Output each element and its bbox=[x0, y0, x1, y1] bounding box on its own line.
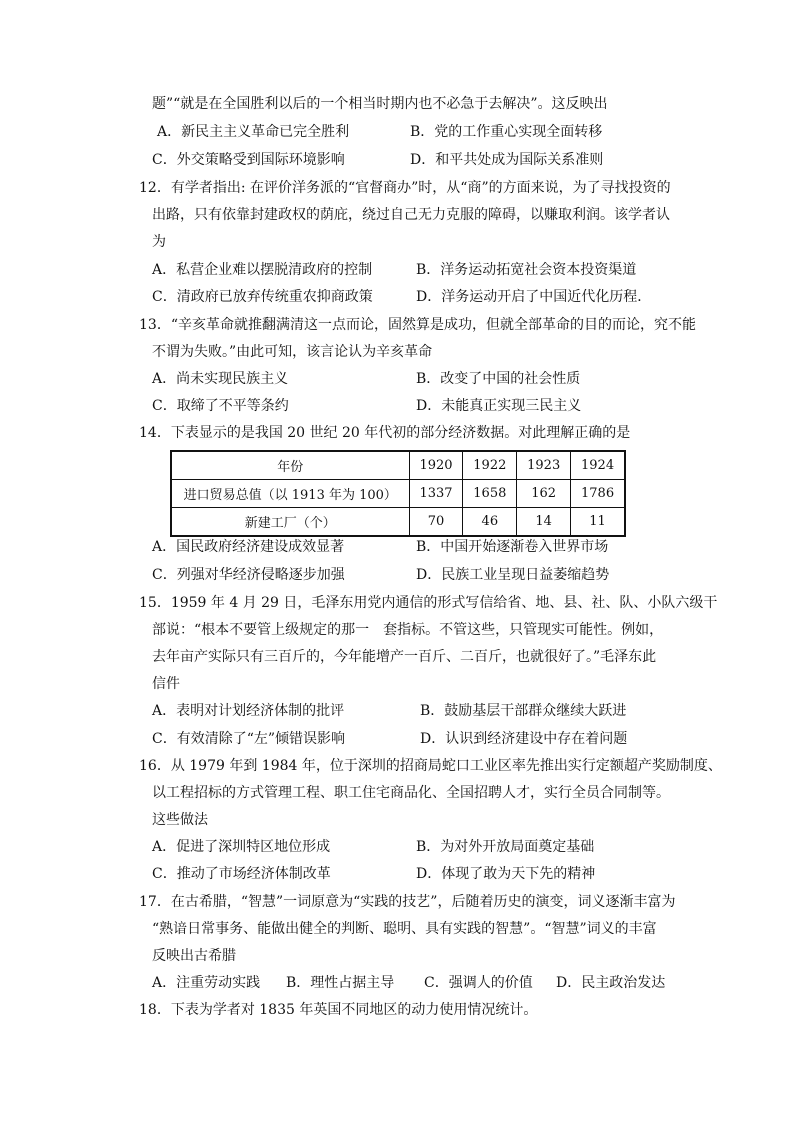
q16-option-c[interactable]: C．推动了市场经济体制改革 bbox=[152, 866, 331, 882]
q11-option-c[interactable]: C．外交策略受到国际环境影响 bbox=[152, 152, 345, 168]
q14-option-d[interactable]: D．民族工业呈现日益萎缩趋势 bbox=[416, 567, 610, 583]
table-header-cell: 1920 bbox=[409, 451, 463, 480]
q11-option-a[interactable]: A．新民主主义革命已完全胜利 bbox=[157, 124, 350, 140]
q15-option-c[interactable]: C．有效清除了“左”倾错误影响 bbox=[152, 731, 346, 747]
q17-option-b[interactable]: B．理性占据主导 bbox=[286, 975, 395, 991]
table-cell: 1658 bbox=[463, 480, 517, 508]
q11-option-b[interactable]: B．党的工作重心实现全面转移 bbox=[410, 124, 603, 140]
table-header-row bbox=[171, 451, 625, 480]
table-header-cell: 年份 bbox=[171, 451, 409, 480]
q12-stem-line2: 出路，只有依靠封建政权的荫庇，绕过自己无力克服的障碍，以赚取利润。该学者认 bbox=[152, 207, 670, 223]
q12-option-a[interactable]: A．私营企业难以摆脱清政府的控制 bbox=[152, 262, 373, 278]
q16-option-b[interactable]: B．为对外开放局面奠定基础 bbox=[416, 839, 595, 855]
q13-stem-line1: 13．“辛亥革命就推翻满清这一点而论，固然算是成功，但就全部革命的目的而论，究不能 bbox=[139, 317, 696, 333]
table-row bbox=[171, 508, 625, 537]
table-cell: 新建工厂（个） bbox=[171, 508, 409, 537]
q12-option-c[interactable]: C．清政府已放弃传统重农抑商政策 bbox=[152, 289, 373, 305]
q16-stem-line3: 这些做法 bbox=[152, 812, 208, 828]
q17-option-c[interactable]: C．强调人的价值 bbox=[424, 975, 533, 991]
q15-option-b[interactable]: B．鼓励基层干部群众继续大跃进 bbox=[420, 703, 627, 719]
table-cell: 1337 bbox=[409, 480, 463, 508]
q12-option-d[interactable]: D．洋务运动开启了中国近代化历程． bbox=[416, 289, 652, 305]
q14-option-a[interactable]: A．国民政府经济建设成效显著 bbox=[152, 539, 345, 555]
q15-option-a[interactable]: A．表明对计划经济体制的批评 bbox=[152, 703, 345, 719]
table-header-cell: 1923 bbox=[517, 451, 571, 480]
table-header-cell: 1924 bbox=[571, 451, 625, 480]
q17-stem-line1: 17．在古希腊，“智慧”一词原意为“实践的技艺”，后随着历史的演变，词义逐渐丰富为 bbox=[139, 894, 676, 910]
table-header-cell: 1922 bbox=[463, 451, 517, 480]
q16-option-d[interactable]: D．体现了敢为天下先的精神 bbox=[416, 866, 596, 882]
table-cell: 14 bbox=[517, 508, 571, 537]
q14-option-c[interactable]: C．列强对华经济侵略逐步加强 bbox=[152, 567, 345, 583]
table-cell: 162 bbox=[517, 480, 571, 508]
q15-stem-line4: 信件 bbox=[152, 676, 180, 692]
table-cell: 1786 bbox=[571, 480, 625, 508]
q13-option-b[interactable]: B．改变了中国的社会性质 bbox=[416, 371, 581, 387]
q15-option-d[interactable]: D．认识到经济建设中存在着问题 bbox=[420, 731, 628, 747]
q13-option-d[interactable]: D．未能真正实现三民主义 bbox=[416, 398, 582, 414]
q13-option-a[interactable]: A．尚未实现民族主义 bbox=[152, 371, 289, 387]
q15-stem-line3: 去年亩产实际只有三百斤的，今年能增产一百斤、二百斤，也就很好了。”毛泽东此 bbox=[152, 649, 657, 665]
q17-option-d[interactable]: D．民主政治发达 bbox=[556, 975, 666, 991]
table-cell: 70 bbox=[409, 508, 463, 537]
q12-option-b[interactable]: B．洋务运动拓宽社会资本投资渠道 bbox=[416, 262, 637, 278]
q13-option-c[interactable]: C．取缔了不平等条约 bbox=[152, 398, 289, 414]
q17-option-a[interactable]: A．注重劳动实践 bbox=[152, 975, 261, 991]
q12-stem-line1: 12．有学者指出: 在评价洋务派的“官督商办”时，从“商”的方面来说，为了寻找投资的 bbox=[139, 180, 671, 196]
q13-stem-line2: 不谓为失败。”由此可知，该言论认为辛亥革命 bbox=[152, 344, 433, 360]
q17-stem-line3: 反映出古希腊 bbox=[152, 948, 236, 964]
q15-stem-line1: 15．1959 年 4 月 29 日，毛泽东用党内通信的形式写信给省、地、县、社、队、小队六级干 bbox=[139, 595, 718, 611]
q12-stem-line3: 为 bbox=[152, 234, 166, 250]
q11-stem-continued: 题”“就是在全国胜利以后的一个相当时期内也不必急于去解决”。这反映出 bbox=[152, 96, 608, 112]
table-cell: 进口贸易总值（以 1913 年为 100） bbox=[171, 480, 409, 508]
q14-option-b[interactable]: B．中国开始逐渐卷入世界市场 bbox=[416, 539, 609, 555]
table-row bbox=[171, 480, 625, 508]
q16-stem-line2: 以工程招标的方式管理工程、职工住宅商品化、全国招聘人才，实行全员合同制等。 bbox=[152, 785, 670, 801]
q14-stem-line1: 14．下表显示的是我国 20 世纪 20 年代初的部分经济数据。对此理解正确的是 bbox=[139, 425, 631, 441]
economic-data-table bbox=[170, 450, 626, 537]
q17-stem-line2: “熟谙日常事务、能做出健全的判断、聪明、具有实践的智慧”。“智慧”词义的丰富 bbox=[152, 921, 657, 937]
q18-stem-line1: 18．下表为学者对 1835 年英国不同地区的动力使用情况统计。 bbox=[139, 1002, 538, 1018]
q16-option-a[interactable]: A．促进了深圳特区地位形成 bbox=[152, 839, 331, 855]
q15-stem-line2: 部说：“根本不要管上级规定的那一 套指标。不管这些，只管现实可能性。例如， bbox=[152, 622, 664, 638]
table-cell: 46 bbox=[463, 508, 517, 537]
q16-stem-line1: 16．从 1979 年到 1984 年，位于深圳的招商局蛇口工业区率先推出实行定额超产奖励制度、 bbox=[139, 758, 722, 774]
q11-option-d[interactable]: D．和平共处成为国际关系准则 bbox=[410, 152, 604, 168]
table-cell: 11 bbox=[571, 508, 625, 537]
